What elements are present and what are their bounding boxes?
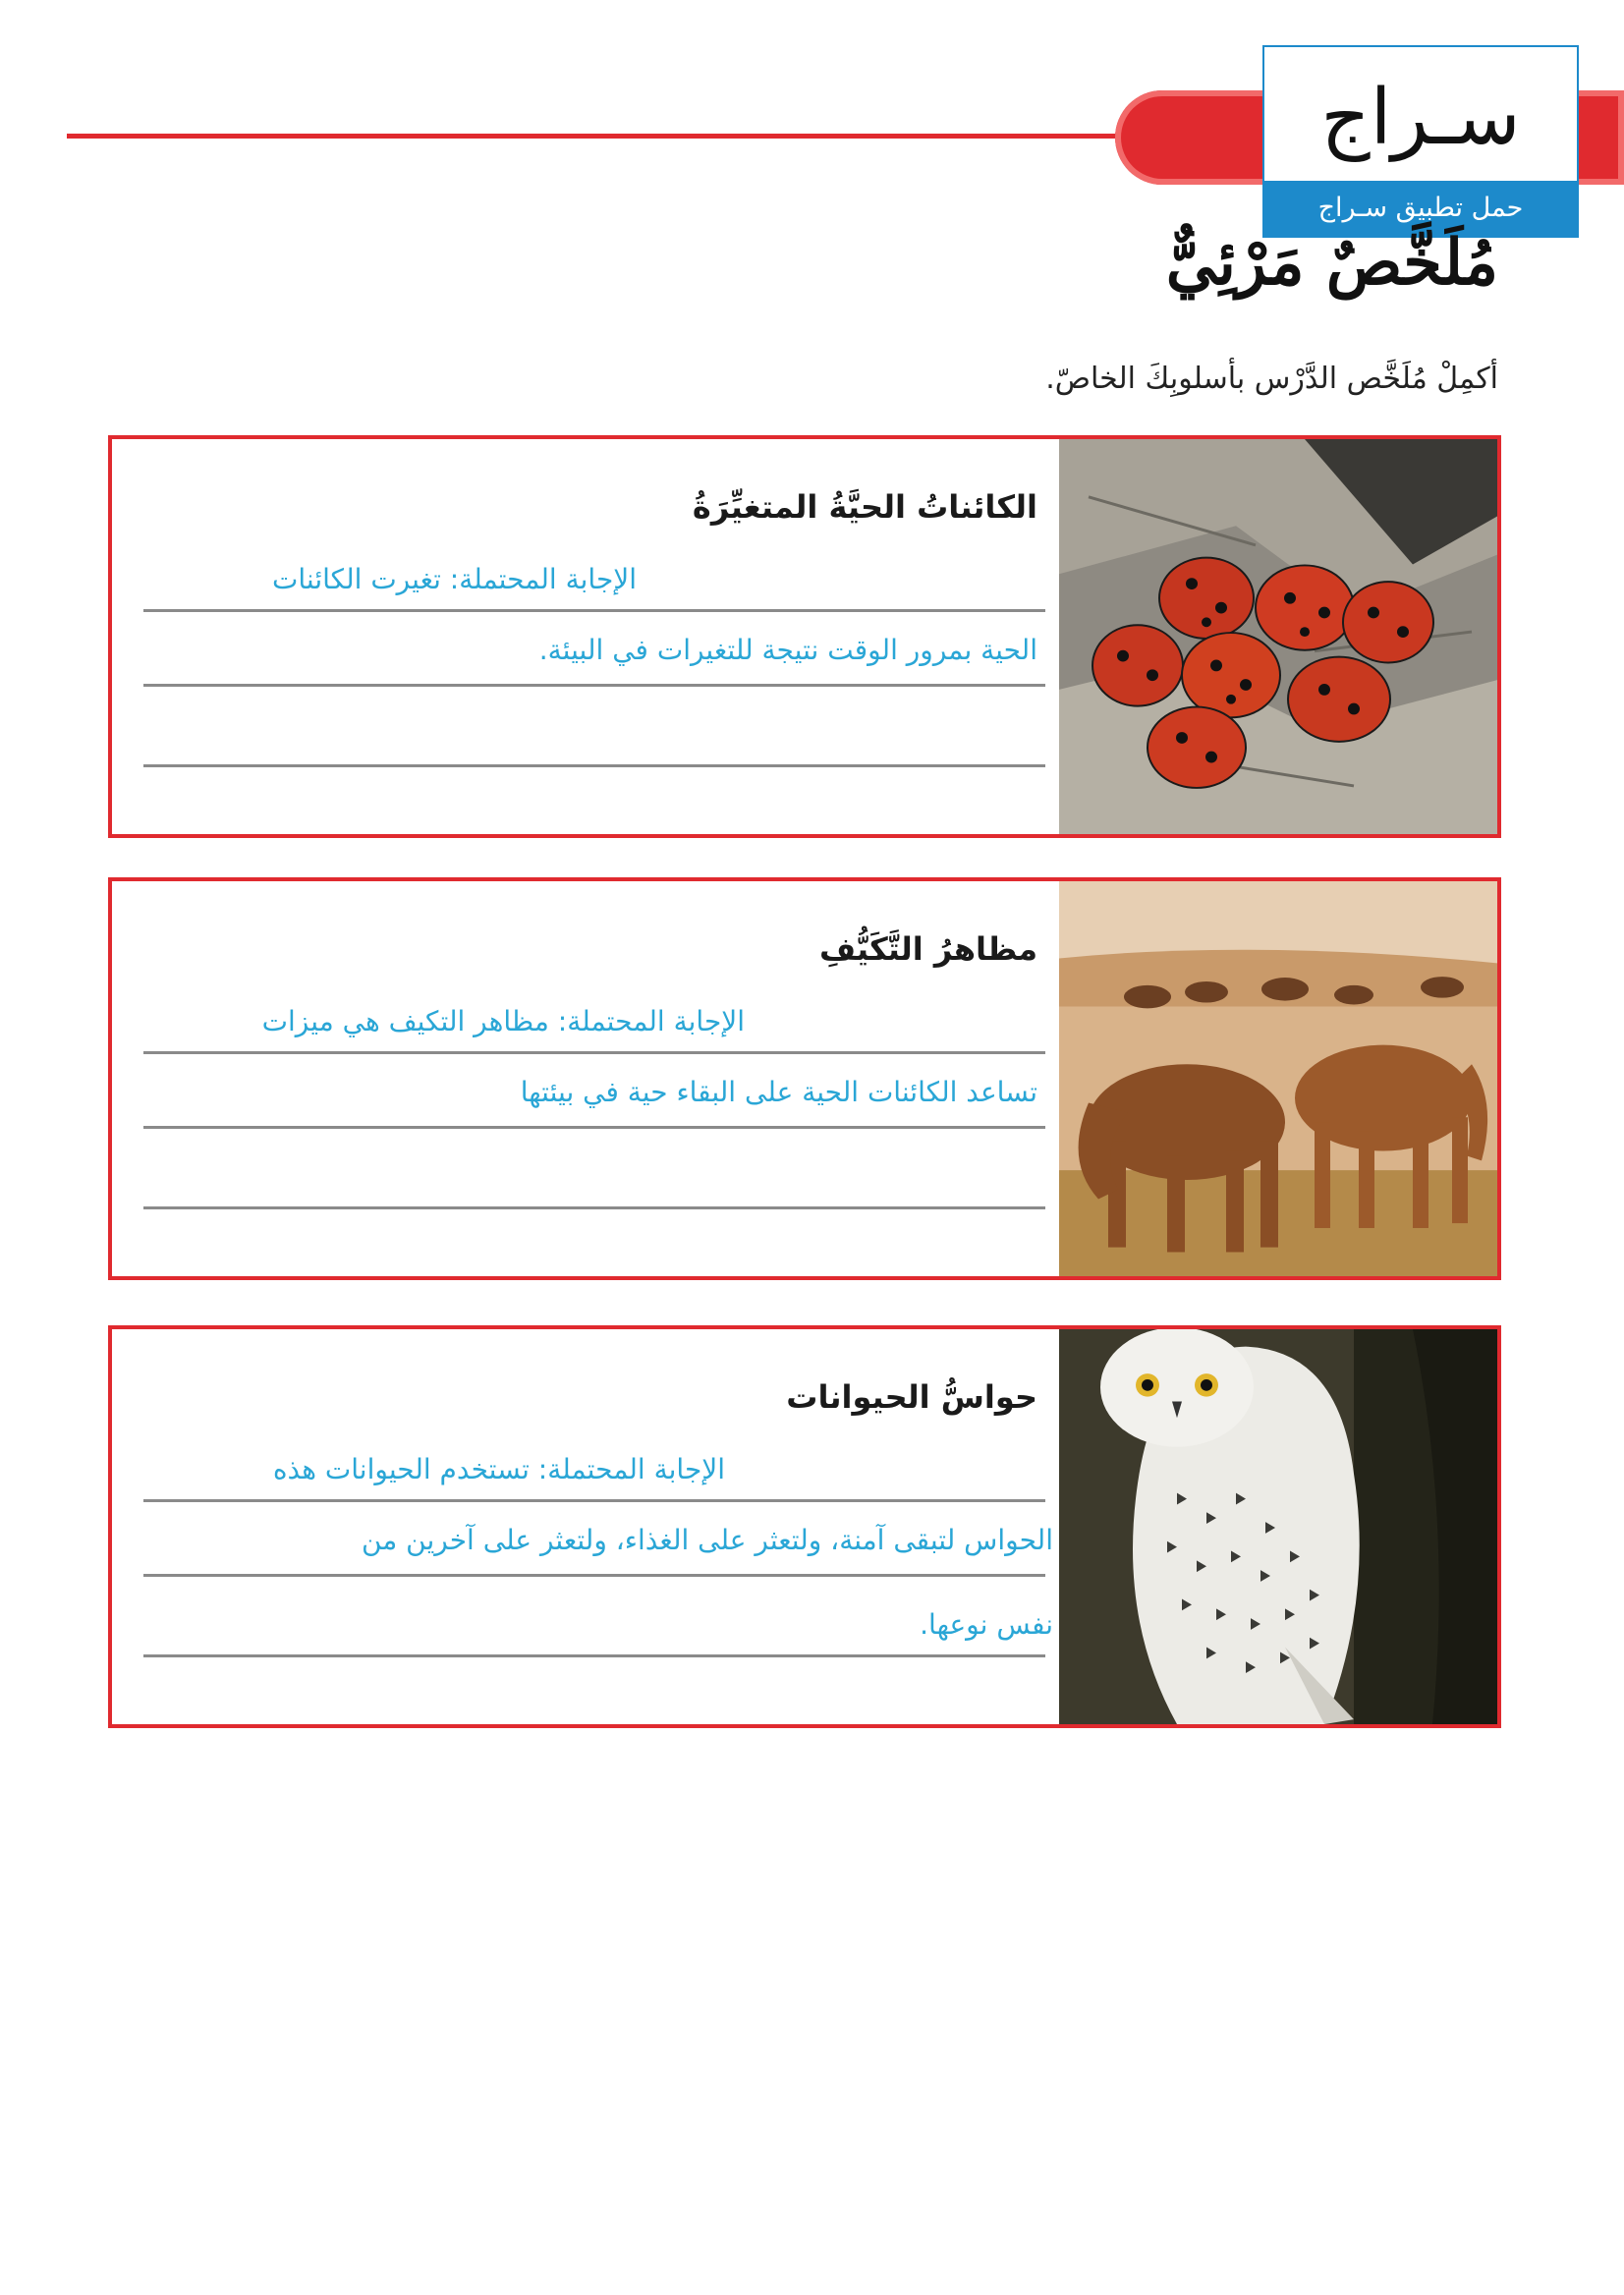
writing-line [143,764,1045,767]
card-text-panel [112,881,1063,1276]
answer-line-2: الحية بمرور الوقت نتيجة للتغيرات في البيئة. [538,634,1037,666]
card-heading: الكائناتُ الحيَّةُ المتغيِّرَةُ [692,488,1037,526]
writing-line [143,1654,1045,1657]
siraj-logo[interactable] [1262,45,1579,238]
card-text-panel [112,439,1063,834]
writing-line [143,609,1045,612]
answer-line-2: الحواس لتبقى آمنة، ولتعثر على الغذاء، ولتعثر على آخرين من [361,1524,1053,1556]
summary-card-adaptations [108,877,1501,1280]
answer-line-3: نفس نوعها. [920,1608,1053,1641]
logo-word: سـراج [1320,74,1521,162]
summary-card-animal-senses [108,1325,1501,1728]
writing-line [143,1051,1045,1054]
header-rule [67,134,1167,139]
card-heading: حواسُّ الحيوانات [786,1378,1037,1416]
answer-line-1: الإجابة المحتملة: تغيرت الكائنات [271,563,637,595]
card-text-panel [112,1329,1063,1724]
writing-line [143,1126,1045,1129]
answer-line-1: الإجابة المحتملة: مظاهر التكيف هي ميزات [261,1005,745,1037]
ladybugs-photo [1059,439,1497,834]
page-title: مُلَخَّصٌ مَرْئِيٌّ [1165,226,1498,300]
answer-line-2: تساعد الكائنات الحية على البقاء حية في بيئتها [520,1076,1037,1108]
writing-line [143,684,1045,687]
logo-tagline: حمل تطبيق سـراج [1264,181,1577,236]
writing-line [143,1574,1045,1577]
summary-card-changing-organisms [108,435,1501,838]
owl-photo [1059,1329,1497,1724]
writing-line [143,1206,1045,1209]
card-heading: مظاهرُ التَّكَيُّفِ [818,930,1037,968]
instruction-text: أكمِلْ مُلَخَّص الدَّرْس بأسلوبِكَ الخاصّ. [1045,362,1498,396]
writing-line [143,1499,1045,1502]
camels-photo [1059,881,1497,1276]
answer-line-1: الإجابة المحتملة: تستخدم الحيوانات هذه [272,1453,725,1485]
